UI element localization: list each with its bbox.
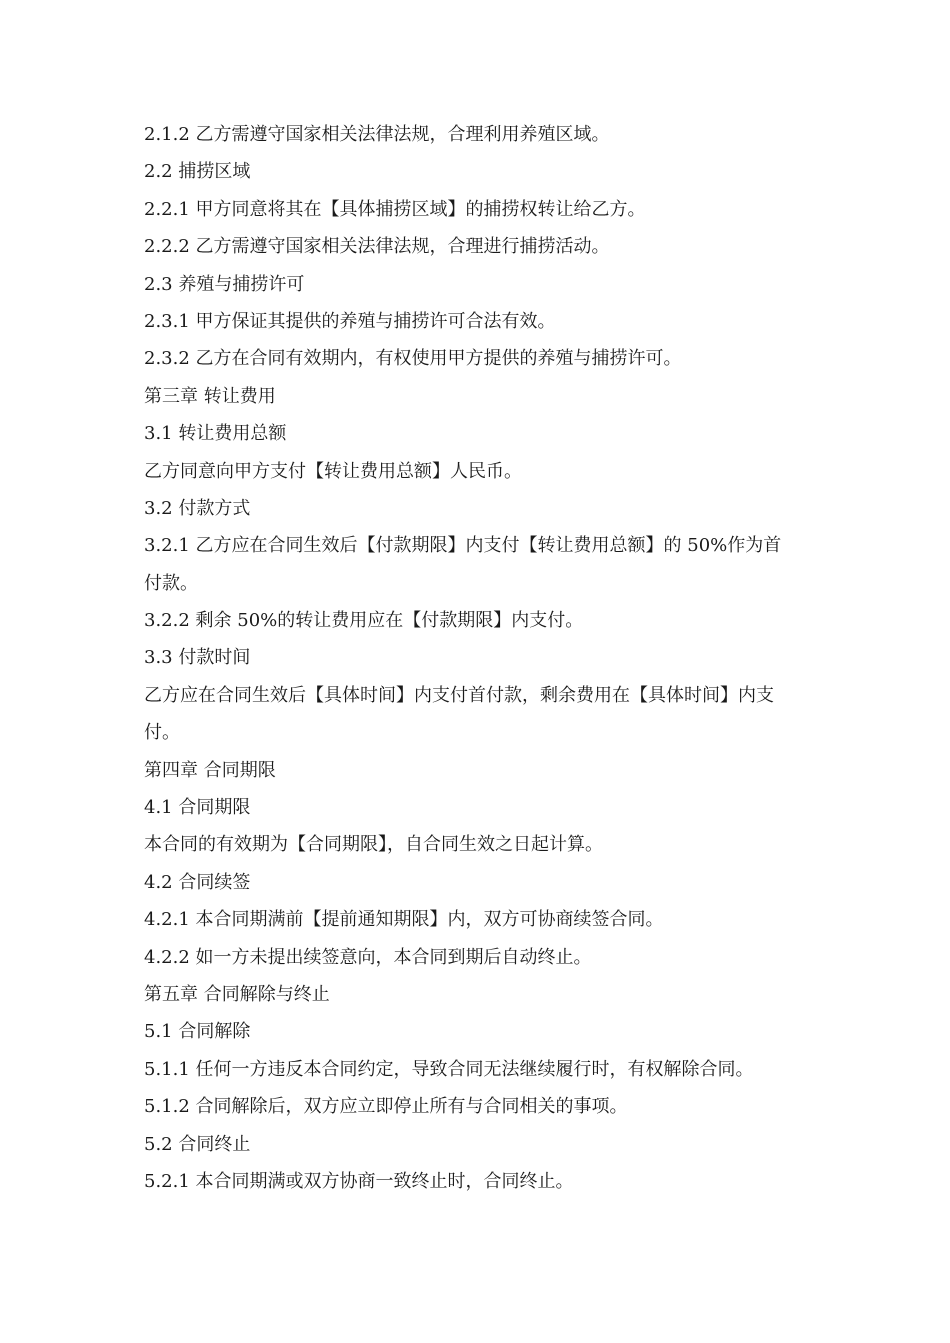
clause-2-1-2: 2.1.2 乙方需遵守国家相关法律法规，合理利用养殖区域。 [144, 124, 610, 145]
clause-5-1-2: 5.1.2 合同解除后，双方应立即停止所有与合同相关的事项。 [144, 1096, 628, 1118]
chapter-4-heading: 第四章 合同期限 [144, 759, 276, 781]
chapter-3-heading: 第三章 转让费用 [144, 385, 276, 407]
clause-3-2-1: 3.2.1 乙方应在合同生效后【付款期限】内支付【转让费用总额】的 50%作为首 [144, 535, 782, 557]
clause-2-3-2: 2.3.2 乙方在合同有效期内，有权使用甲方提供的养殖与捕捞许可。 [144, 348, 682, 370]
clause-4-2-1: 4.2.1 本合同期满前【提前通知期限】内，双方可协商续签合同。 [144, 909, 664, 931]
section-3-1-text: 乙方同意向甲方支付【转让费用总额】人民币。 [144, 460, 522, 482]
clause-3-2-1-continued: 付款。 [144, 572, 198, 594]
section-4-1-text: 本合同的有效期为【合同期限】，自合同生效之日起计算。 [144, 834, 603, 856]
clause-2-3-1: 2.3.1 甲方保证其提供的养殖与捕捞许可合法有效。 [144, 310, 556, 332]
clause-2-2-2: 2.2.2 乙方需遵守国家相关法律法规，合理进行捕捞活动。 [144, 236, 610, 258]
clause-4-2-2: 4.2.2 如一方未提出续签意向，本合同到期后自动终止。 [144, 946, 592, 968]
section-3-2-heading: 3.2 付款方式 [144, 497, 251, 519]
clause-3-2-2: 3.2.2 剩余 50%的转让费用应在【付款期限】内支付。 [144, 610, 584, 632]
section-3-3-text-continued: 付。 [144, 722, 180, 744]
section-5-1-heading: 5.1 合同解除 [144, 1021, 251, 1043]
document-body [144, 116, 824, 1200]
section-4-1-heading: 4.1 合同期限 [144, 797, 251, 819]
section-2-2-heading: 2.2 捕捞区域 [144, 161, 251, 183]
section-5-2-heading: 5.2 合同终止 [144, 1133, 251, 1155]
section-3-3-heading: 3.3 付款时间 [144, 647, 251, 669]
section-3-1-heading: 3.1 转让费用总额 [144, 423, 287, 445]
clause-5-2-1: 5.2.1 本合同期满或双方协商一致终止时，合同终止。 [144, 1170, 574, 1192]
chapter-5-heading: 第五章 合同解除与终止 [144, 983, 330, 1005]
section-4-2-heading: 4.2 合同续签 [144, 871, 251, 893]
section-3-3-text: 乙方应在合同生效后【具体时间】内支付首付款，剩余费用在【具体时间】内支 [144, 684, 774, 706]
clause-2-2-1: 2.2.1 甲方同意将其在【具体捕捞区域】的捕捞权转让给乙方。 [144, 198, 646, 220]
clause-5-1-1: 5.1.1 任何一方违反本合同约定，导致合同无法继续履行时，有权解除合同。 [144, 1058, 754, 1080]
section-2-3-heading: 2.3 养殖与捕捞许可 [144, 273, 305, 295]
